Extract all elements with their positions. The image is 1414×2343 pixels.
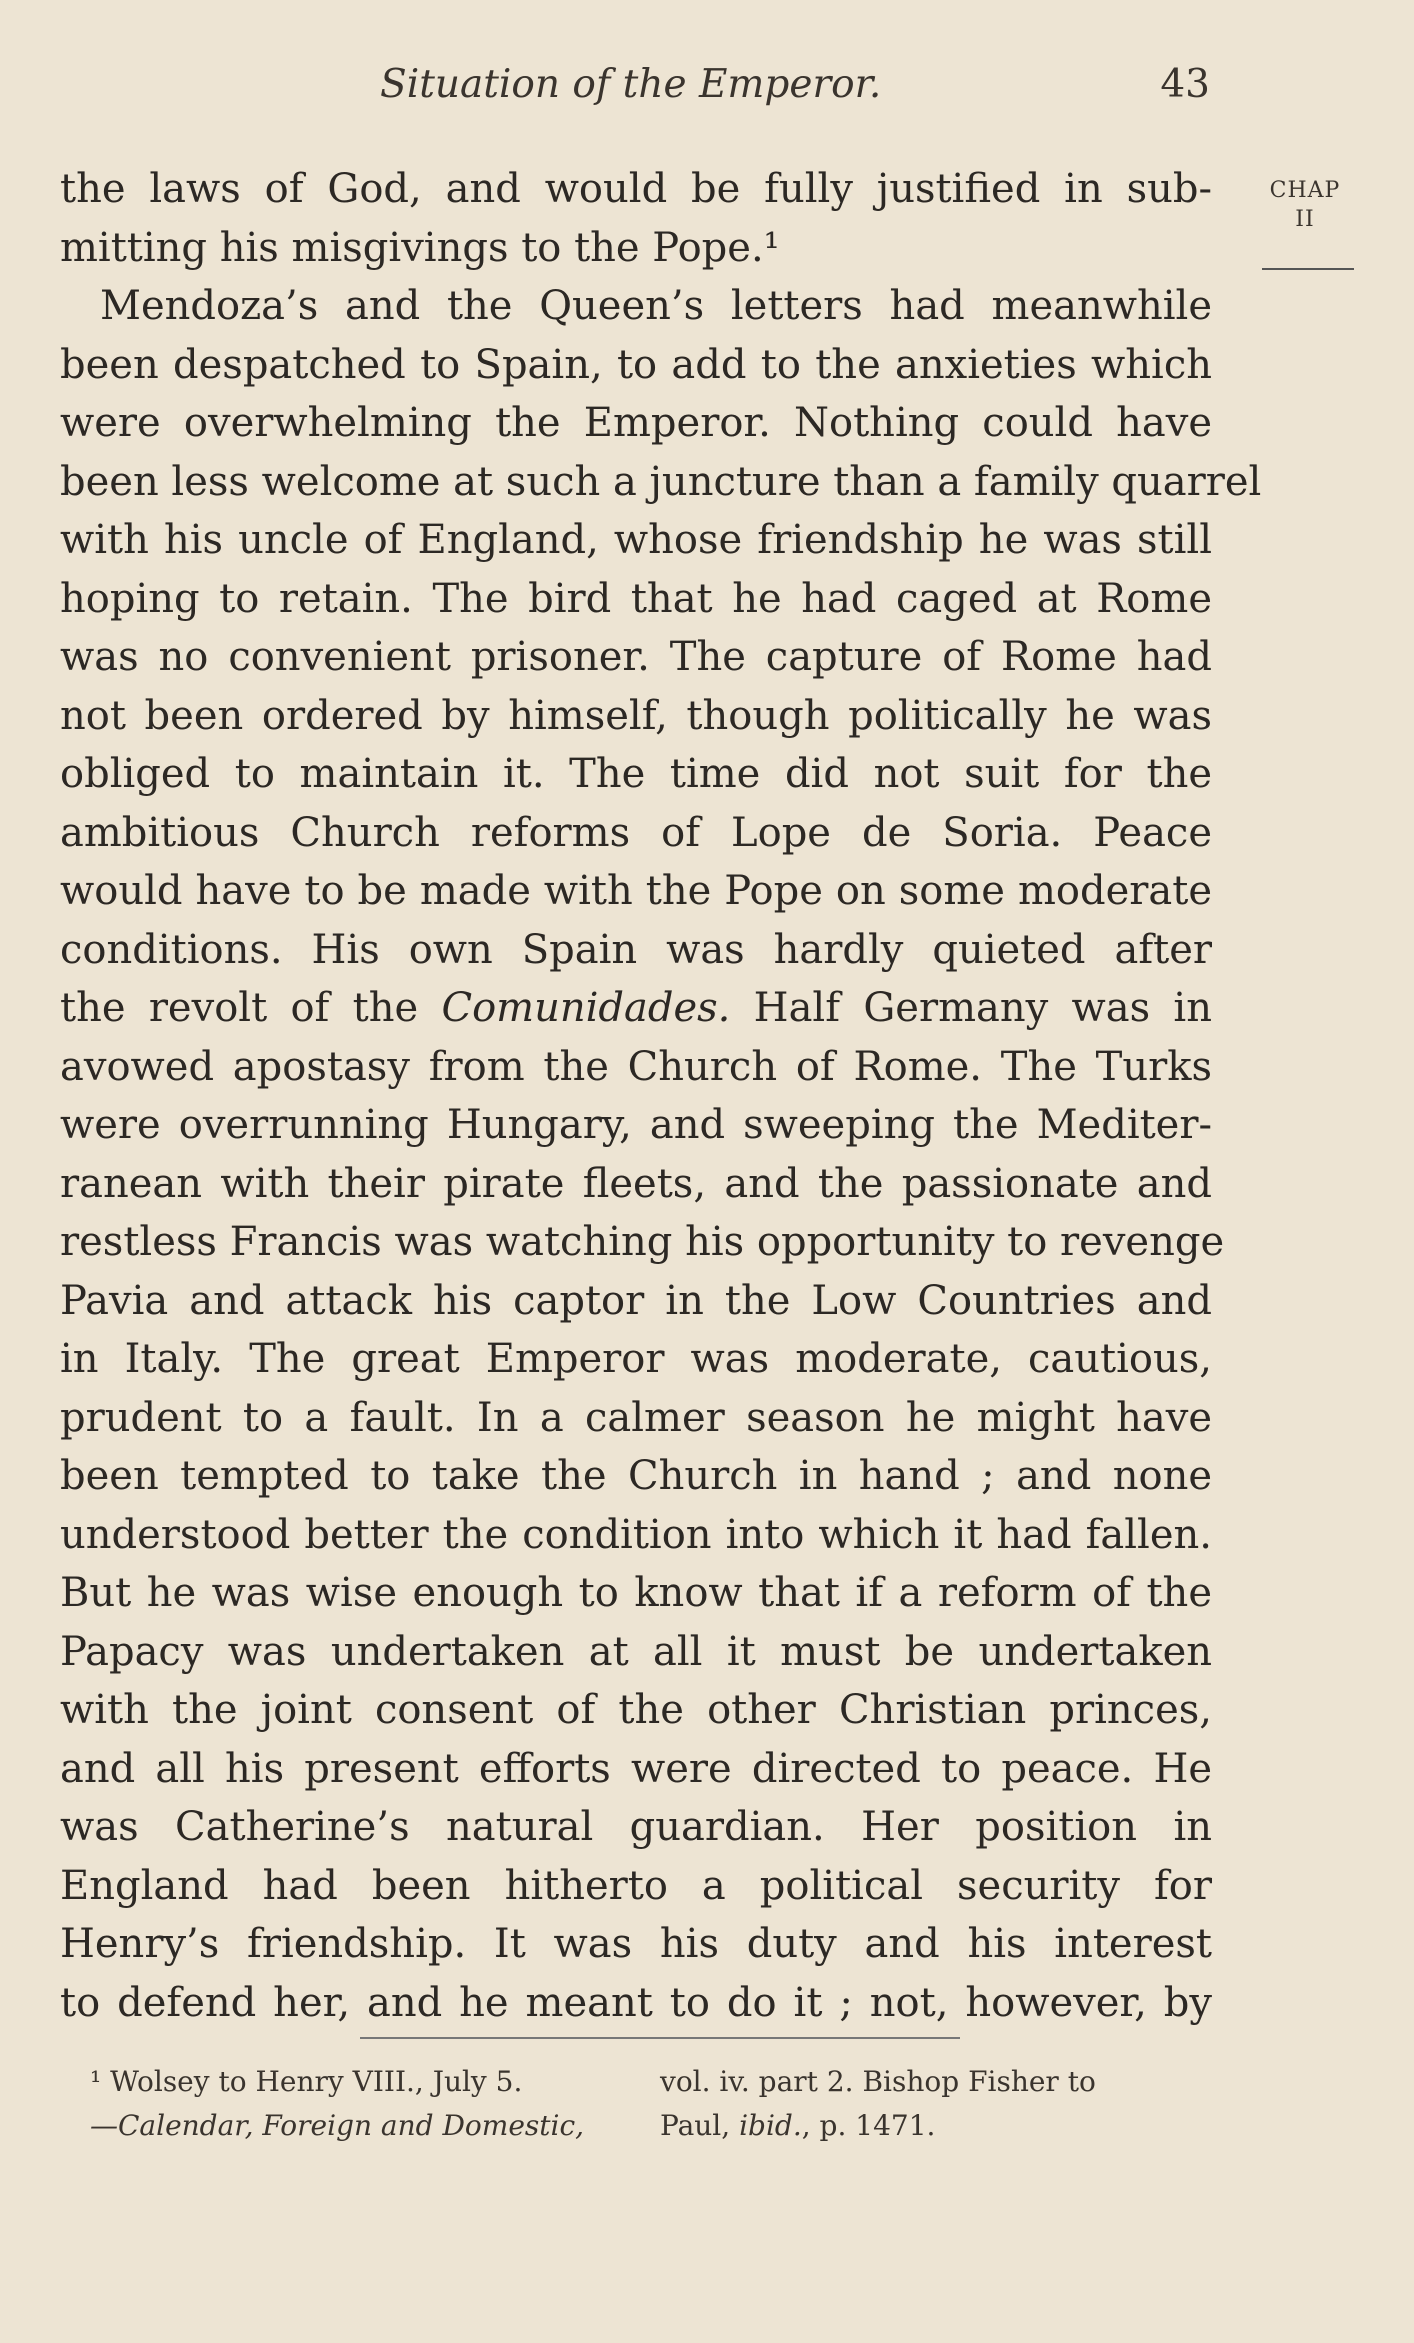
text-line: conditions. His own Spain was hardly quieted after [60,926,1212,973]
text-line: Mendoza’s and the Queen’s letters had meanwhile [100,283,1212,329]
page-number: 43 [1160,62,1210,107]
text-line-mixed [60,979,1212,1038]
text-line: been tempted to take the Church in hand ; and none [60,1453,1212,1499]
margin-rule [1262,268,1354,270]
footnote-segment: Paul, [660,2109,740,2142]
page-header [60,62,1210,122]
text-line: But he was wise enough to know that if a reform of the [60,1570,1212,1616]
text-line: and all his present efforts were directed to peace. He [60,1745,1212,1792]
text-line: obliged to maintain it. The time did not suit for the [60,751,1212,797]
text-line: Henry’s friendship. It was his duty and his interest [60,1921,1212,1967]
text-line: ambitious Church reforms of Lope de Soria. Peace [60,809,1212,856]
footnote-line: ¹ Wolsey to Henry VIII., July 5. [90,2065,523,2098]
text-line: with his uncle of England, whose friendship he was still [60,517,1212,563]
footnote-left-column [90,2060,584,2148]
text-line: mitting his misgivings to the Pope.¹ [60,224,780,271]
footnotes [90,2060,1220,2160]
text-line: with the joint consent of the other Christian princes, [60,1687,1212,1733]
footnote-line: —Calendar, Foreign and Domestic, [90,2109,585,2142]
text-line: were overwhelming the Emperor. Nothing could have [60,400,1212,446]
text-line: Pavia and attack his captor in the Low Countries and [60,1277,1212,1324]
footnote-italic: ibid. [739,2109,802,2142]
text-line: avowed apostasy from the Church of Rome. The Turks [60,1043,1212,1090]
chapter-marginal-note [1255,178,1355,232]
text-line: restless Francis was watching his opportunity to revenge [60,1219,1225,1265]
footnote-segment: , p. 1471. [801,2109,936,2142]
body-text [60,160,1262,2032]
footnote-right-column [660,2060,1096,2148]
text-line: hoping to retain. The bird that he had caged at Rome [60,575,1212,622]
running-title: Situation of the Emperor. [380,62,882,107]
chapter-label: CHAP [1269,178,1341,203]
text-line: was Catherine’s natural guardian. Her position in [60,1804,1212,1850]
text-line: been less welcome at such a juncture than a family quarrel [60,458,1262,505]
chapter-number: II [1295,207,1315,232]
text-segment: Half Germany was in [730,985,1212,1031]
text-line: ranean with their pirate fleets, and the passionate and [60,1160,1212,1207]
text-line: been despatched to Spain, to add to the anxieties which [60,341,1212,388]
text-line: would have to be made with the Pope on some moderate [60,868,1212,914]
footnote-line [660,2104,1096,2148]
text-line: to defend her, and he meant to do it ; not, however, by [60,1979,1212,2026]
text-line: prudent to a fault. In a calmer season he might have [60,1394,1212,1441]
footnote-rule [360,2037,960,2039]
text-segment: the revolt of the [60,985,442,1031]
text-line: the laws of God, and would be fully justified in sub- [60,166,1212,212]
text-line: understood better the condition into which it had fallen. [60,1511,1212,1558]
text-line: was no convenient prisoner. The capture of Rome had [60,634,1212,680]
text-line: in Italy. The great Emperor was moderate, cautious, [60,1336,1212,1382]
footnote-line: vol. iv. part 2. Bishop Fisher to [660,2065,1096,2098]
text-line: England had been hitherto a political security for [60,1862,1212,1909]
text-line: Papacy was undertaken at all it must be undertaken [60,1628,1212,1675]
text-line: not been ordered by himself, though politically he was [60,692,1212,739]
italic-term: Comunidades. [441,985,731,1031]
text-line: were overrunning Hungary, and sweeping the Mediter- [60,1102,1212,1148]
